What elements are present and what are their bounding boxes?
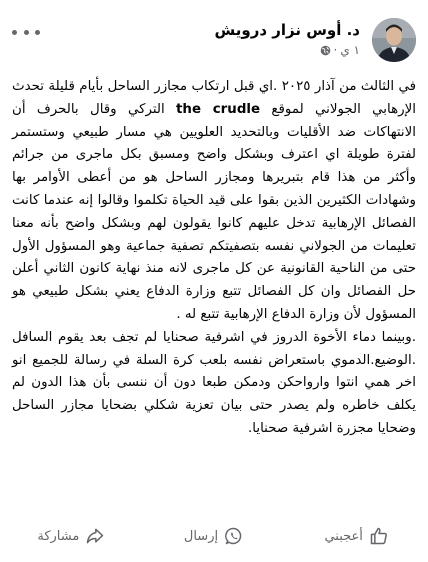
action-bar [0,516,428,556]
paragraph-1-text-b: التركي وقال بالحرف أن الانتهاكات ضد الأقليات وبالتحديد العلويين هي مسار طبيعي وستستمر لفترة طويلة اي اعترف وبشكل واضح ومسبق بكل ماجرى من جرائم وأكثر من هذا قام بتبريرها ومجازر الساحل هو من أعطى الأوامر بها وشهادات الكثيرين الذين بقوا على قيد الحياة تكلموا وقالوا إنه عندما كانت الفصائل الإرهابية تدخل عليهم كانوا يقولون لهم وبشكل واضح بأنه معنا تعليمات من الجولاني نفسه بتصفيتكم تصفية جماعية وهو المسؤول الأول حتى من الناحية القانونية عن كل ماجرى لانه منذ نهاية كانون الثاني أعلن حل الفصائل وان كل الفصائل تتبع وزارة الدفاع يعني بشكل طبيعي هو المسؤول لأن وزارة الدفاع الإرهابية تتبع له . [12,101,416,322]
post-header [12,16,416,66]
share-label: مشاركة [37,528,80,544]
post-paragraph-2: .وبينما دماء الأخوة الدروز في اشرفية صحنايا لم تجف بعد يقوم السافل .الوضيع.الدموي باستعراض نفسه بلعب كرة السلة في رسالة للجميع انو اخر همي انتوا وارواحكن ودمكن طبعا دون أن ننسى بأن هذا الدون لم يكلف خاطره ولم يصدر حتى بيان تعزية شكلي بضحايا مجازر الساحل وضحايا مجزرة اشرفية صحنايا. [12,329,416,436]
avatar[interactable] [372,18,416,62]
share-arrow-icon [85,526,105,546]
share-button[interactable] [0,526,143,546]
post-time[interactable]: ١ ي [340,43,360,57]
author-info [215,20,360,58]
author-name[interactable]: د. أوس نزار درويش [214,21,360,39]
post-paragraph-1 [12,76,416,327]
source-name: the crudle [176,101,261,117]
post-meta [215,42,360,58]
like-button[interactable] [285,526,428,546]
post-body [12,76,416,441]
like-label: أعجبني [324,528,363,544]
send-label: إرسال [183,528,219,544]
send-button[interactable] [143,526,286,546]
paragraph-1-text-a: في الثالث من آذار ٢٠٢٥ .اي قبل ارتكاب مجازر الساحل بأيام قليلة تحدث الإرهابي الجولاني لموقع [12,79,416,117]
meta-dot: · [333,43,338,57]
more-options-icon[interactable] [12,24,40,40]
globe-icon [320,45,331,56]
whatsapp-icon [224,526,244,546]
thumbs-up-icon [369,526,389,546]
